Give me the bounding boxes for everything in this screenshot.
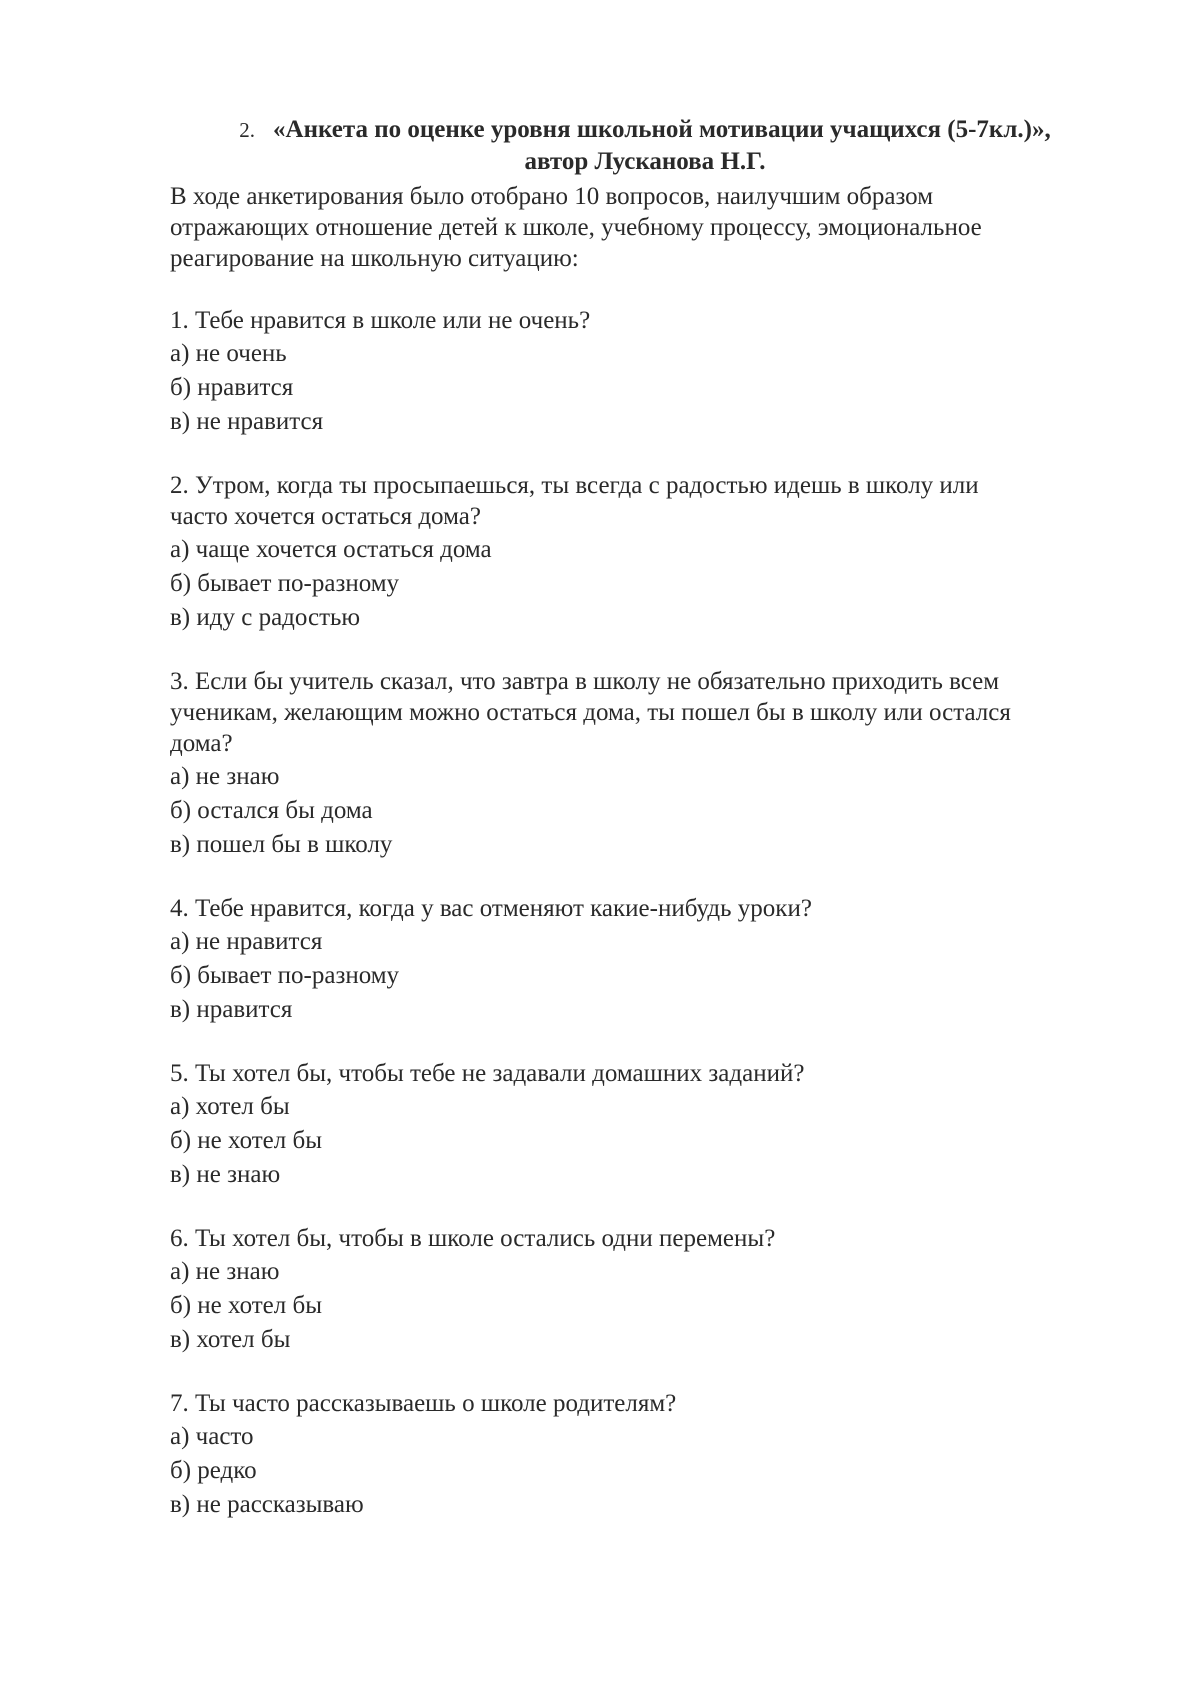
answer-option: в) не знаю — [170, 1161, 281, 1188]
answer-option: в) хотел бы — [170, 1326, 291, 1353]
question-text: 4. Тебе нравится, когда у вас отменяют какие-нибудь уроки? — [170, 895, 812, 922]
intro-line: отражающих отношение детей к школе, учебному процессу, эмоциональное — [170, 214, 982, 241]
answer-option: в) нравится — [170, 996, 293, 1023]
title-line-1 — [200, 114, 1090, 146]
answer-list — [170, 925, 1090, 1027]
title-author: автор Лусканова Н.Г. — [524, 148, 766, 175]
section-number: 2. — [239, 118, 256, 142]
question-text: 1. Тебе нравится в школе или не очень? — [170, 307, 591, 334]
answer-option: б) бывает по-разному — [170, 962, 400, 989]
answer-option: б) редко — [170, 1457, 257, 1484]
question-2 — [170, 470, 1090, 635]
answer-list — [170, 1090, 1090, 1192]
question-text: 5. Ты хотел бы, чтобы тебе не задавали домашних заданий? — [170, 1060, 805, 1087]
answer-option: б) не хотел бы — [170, 1127, 323, 1154]
answer-option: а) не знаю — [170, 763, 280, 790]
question-text: 7. Ты часто рассказываешь о школе родителям? — [170, 1390, 677, 1417]
question-7 — [170, 1388, 1090, 1522]
title-text: «Анкета по оценке уровня школьной мотивации учащихся (5-7кл.)», — [273, 116, 1051, 143]
question-5 — [170, 1058, 1090, 1192]
intro-line: реагирование на школьную ситуацию: — [170, 245, 579, 272]
question-4 — [170, 893, 1090, 1027]
answer-option: а) не нравится — [170, 928, 323, 955]
question-text: 2. Утром, когда ты просыпаешься, ты всегда с радостью идешь в школу или — [170, 472, 979, 499]
question-text: ученикам, желающим можно остаться дома, ты пошел бы в школу или остался — [170, 699, 1011, 726]
answer-list — [170, 760, 1090, 862]
answer-list — [170, 1255, 1090, 1357]
answer-option: в) не рассказываю — [170, 1491, 364, 1518]
answer-option: в) не нравится — [170, 408, 324, 435]
answer-option: б) остался бы дома — [170, 797, 373, 824]
document-title — [200, 114, 1090, 178]
intro-paragraph — [170, 181, 1090, 274]
question-text: дома? — [170, 730, 233, 757]
answer-list — [170, 337, 1090, 439]
answer-option: а) хотел бы — [170, 1093, 290, 1120]
question-3 — [170, 666, 1090, 862]
answer-option: б) бывает по-разному — [170, 570, 400, 597]
answer-option: а) не очень — [170, 340, 287, 367]
question-text: часто хочется остаться дома? — [170, 503, 481, 530]
answer-option: а) часто — [170, 1423, 254, 1450]
answer-list — [170, 1420, 1090, 1522]
question-6 — [170, 1223, 1090, 1357]
intro-line: В ходе анкетирования было отобрано 10 вопросов, наилучшим образом — [170, 183, 934, 210]
document-page — [170, 114, 1090, 1522]
answer-option: в) иду с радостью — [170, 604, 361, 631]
answer-option: в) пошел бы в школу — [170, 831, 393, 858]
answer-option: а) не знаю — [170, 1258, 280, 1285]
question-text: 3. Если бы учитель сказал, что завтра в школу не обязательно приходить всем — [170, 668, 1000, 695]
answer-option: а) чаще хочется остаться дома — [170, 536, 492, 563]
answer-list — [170, 533, 1090, 635]
question-text: 6. Ты хотел бы, чтобы в школе остались одни перемены? — [170, 1225, 776, 1252]
answer-option: б) не хотел бы — [170, 1292, 323, 1319]
answer-option: б) нравится — [170, 374, 294, 401]
question-1 — [170, 305, 1090, 439]
